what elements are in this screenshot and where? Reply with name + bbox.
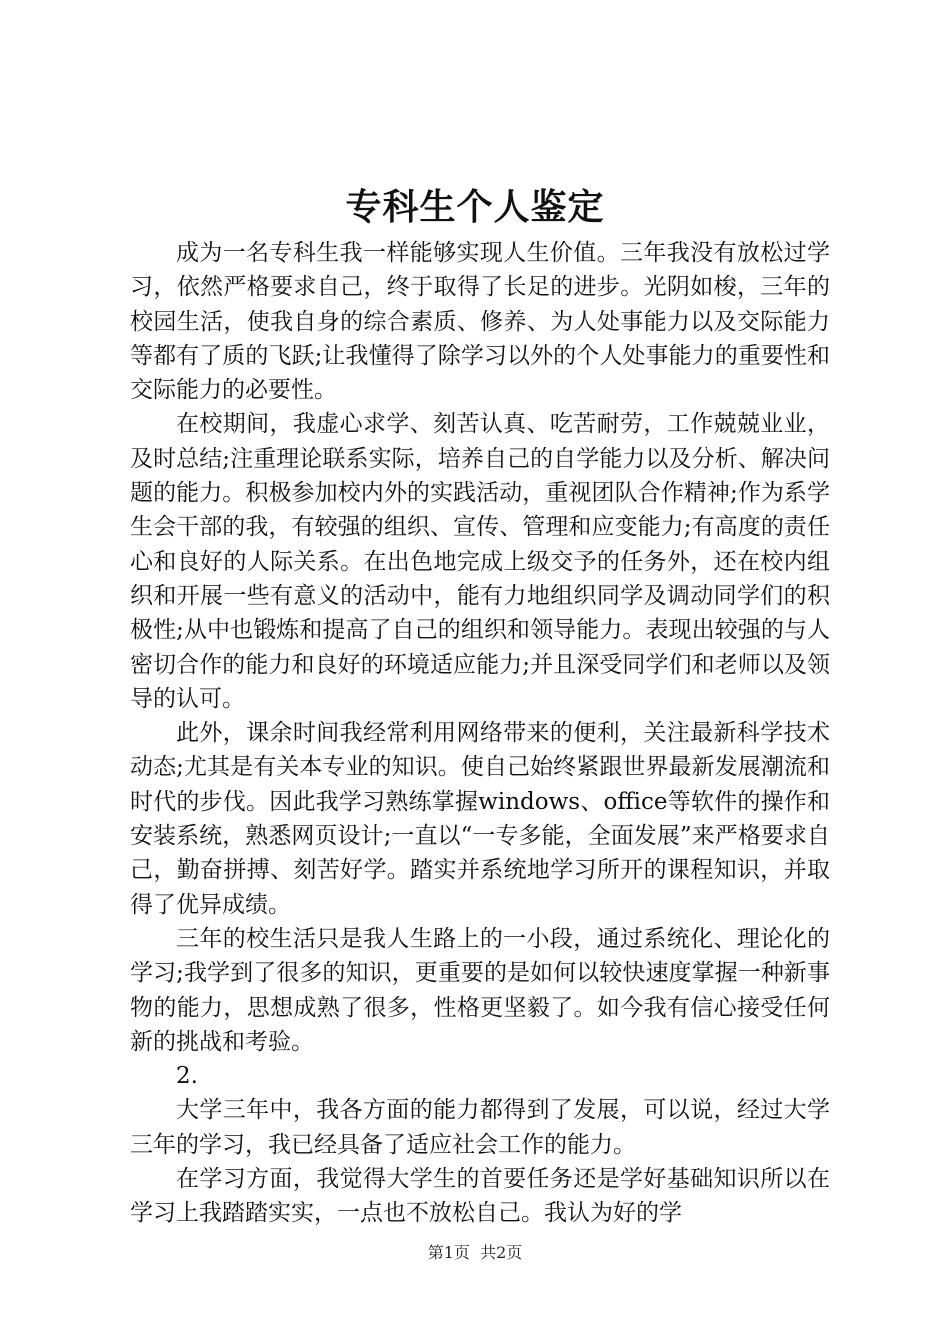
- document-body: [130, 236, 830, 1231]
- page-number: 第1页: [427, 1243, 470, 1262]
- paragraph-2: 在校期间，我虚心求学、刻苦认真、吃苦耐劳，工作兢兢业业，及时总结;注重理论联系实际，培养自己的自学能力以及分析、解决问题的能力。积极参加校内外的实践活动，重视团队合作精神;作为系学生会干部的我，有较强的组织、宣传、管理和应变能力;有高度的责任心和良好的人际关系。在出色地完成上级交予的任务外，还在校内组织和开展一些有意义的活动中，能有力地组织同学及调动同学们的积极性;从中也锻炼和提高了自己的组织和领导能力。表现出较强的与人密切合作的能力和良好的环境适应能力;并且深受同学们和老师以及领导的认可。: [130, 411, 830, 712]
- paragraph-5: 大学三年中，我各方面的能力都得到了发展，可以说，经过大学三年的学习，我已经具备了适应社会工作的能力。: [130, 1097, 830, 1158]
- footer-separator: [470, 1243, 480, 1262]
- paragraph-6: 在学习方面，我觉得大学生的首要任务还是学好基础知识所以在学习上我踏踏实实，一点也不放松自己。我认为好的学: [130, 1166, 830, 1227]
- page-total: 共2页: [480, 1243, 523, 1262]
- page-footer: [0, 1242, 950, 1264]
- document-title: 专科生个人鉴定: [345, 187, 605, 228]
- paragraph-1: 成为一名专科生我一样能够实现人生价值。三年我没有放松过学习，依然严格要求自己，终于取得了长足的进步。光阴如梭，三年的校园生活，使我自身的综合素质、修养、为人处事能力以及交际能力等都有了质的飞跃;让我懂得了除学习以外的个人处事能力的重要性和交际能力的必要性。: [130, 240, 830, 404]
- paragraph-3: 此外，课余时间我经常利用网络带来的便利，关注最新科学技术动态;尤其是有关本专业的知识。使自己始终紧跟世界最新发展潮流和时代的步伐。因此我学习熟练掌握windows、office等软件的操作和安装系统，熟悉网页设计;一直以“一专多能，全面发展”来严格要求自己，勤奋拼搏、刻苦好学。踏实并系统地学习所开的课程知识，并取得了优异成绩。: [130, 720, 830, 918]
- section-number: 2.: [176, 1063, 198, 1090]
- paragraph-4: 三年的校生活只是我人生路上的一小段，通过系统化、理论化的学习;我学到了很多的知识，更重要的是如何以较快速度掌握一种新事物的能力，思想成熟了很多，性格更坚毅了。如今我有信心接受任何新的挑战和考验。: [130, 925, 830, 1055]
